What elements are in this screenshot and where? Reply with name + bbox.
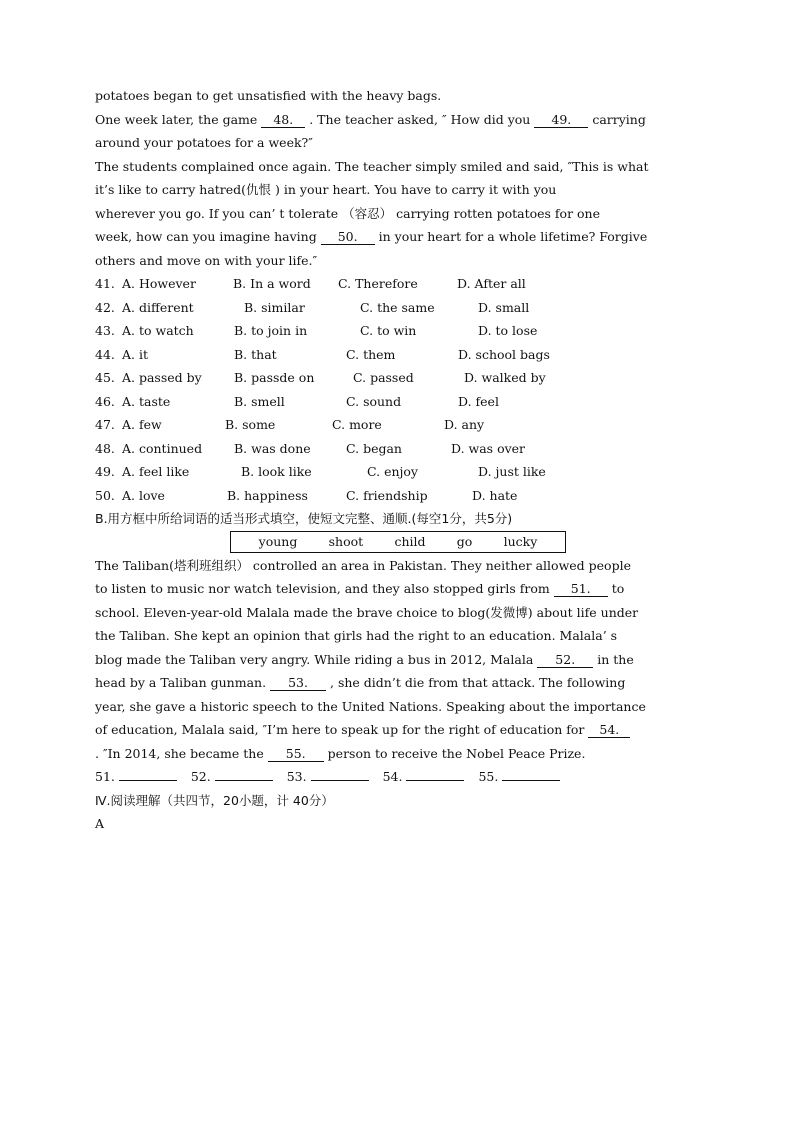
passage-line: year, she gave a historic speech to the United Nations. Speaking about the importance bbox=[95, 698, 646, 714]
passage-line: The Taliban(塔利班组织） controlled an area in Pakistan. They neither allowed people bbox=[95, 557, 631, 573]
answer-line bbox=[95, 765, 699, 789]
passage-text: carrying bbox=[588, 111, 646, 127]
passage-line: the Taliban. She kept an opinion that girls had the right to an education. Malala’ s bbox=[95, 628, 618, 643]
word-box bbox=[230, 531, 566, 553]
passage-line: school. Eleven-year-old Malala made the brave choice to blog(发微博) about life under bbox=[95, 604, 639, 620]
question-number: 45. bbox=[95, 370, 115, 385]
option-a: A. However bbox=[122, 276, 196, 291]
passage-line bbox=[95, 225, 699, 249]
blank-53: 53. bbox=[270, 675, 326, 691]
option-a: A. feel like bbox=[122, 464, 190, 479]
answer-label: 53. bbox=[286, 769, 307, 784]
word-box-item: child bbox=[394, 534, 426, 549]
word-box-item: shoot bbox=[328, 534, 364, 549]
option-c: C. began bbox=[346, 440, 402, 456]
blank-54: 54. bbox=[588, 722, 630, 738]
question-number: 42. bbox=[95, 299, 115, 315]
passage-line bbox=[95, 648, 699, 672]
option-b: B. that bbox=[234, 346, 277, 362]
passage-line bbox=[95, 718, 699, 742]
option-b: B. some bbox=[225, 417, 276, 432]
answer-label: 51. bbox=[95, 769, 115, 784]
passage-line bbox=[95, 742, 699, 766]
passage-text: in the bbox=[593, 651, 634, 667]
passage-text: blog made the Taliban very angry. While riding a bus in 2012, Malala bbox=[95, 651, 538, 667]
question-number: 41. bbox=[95, 276, 115, 291]
option-b: B. look like bbox=[241, 464, 312, 479]
part-a-label: A bbox=[95, 816, 105, 831]
exam-page bbox=[95, 84, 699, 836]
option-c: C. them bbox=[346, 346, 396, 362]
option-b: B. happiness bbox=[227, 487, 308, 503]
passage-text: to bbox=[607, 581, 625, 596]
option-row bbox=[95, 296, 699, 320]
blank-52: 52. bbox=[537, 652, 593, 668]
option-c: C. Therefore bbox=[338, 276, 418, 291]
option-a: A. continued bbox=[122, 440, 203, 456]
answer-blank-52[interactable] bbox=[215, 766, 273, 781]
option-c: C. enjoy bbox=[367, 464, 418, 479]
answer-label: 52. bbox=[190, 769, 211, 784]
option-d: D. After all bbox=[457, 276, 526, 291]
blank-48: 48. bbox=[261, 112, 305, 128]
option-d: D. small bbox=[478, 299, 530, 315]
option-a: A. it bbox=[122, 346, 148, 362]
answer-label: 54. bbox=[382, 769, 403, 784]
option-b: B. In a word bbox=[233, 276, 311, 291]
section-b-instruction: B.用方框中所给词语的适当形式填空，使短文完整、通顺.(每空1分，共5分) bbox=[95, 511, 513, 526]
blank-50: 50. bbox=[321, 229, 375, 245]
passage-line bbox=[95, 671, 699, 695]
passage-text: of education, Malala said, ″I’m here to speak up for the right of education for bbox=[95, 722, 589, 737]
passage-text: head by a Taliban gunman. bbox=[95, 675, 271, 690]
option-row bbox=[95, 319, 699, 343]
word-box-item: young bbox=[258, 534, 298, 549]
answer-label: 55. bbox=[478, 769, 499, 784]
option-d: D. to lose bbox=[478, 323, 538, 338]
options-list bbox=[95, 272, 699, 507]
passage-line: it’s like to carry hatred(仇恨 ) in your heart. You have to carry it with you bbox=[95, 182, 557, 197]
option-d: D. feel bbox=[458, 393, 499, 409]
option-row bbox=[95, 413, 699, 437]
passage-line: The students complained once again. The teacher simply smiled and said, ″This is what bbox=[95, 158, 649, 174]
option-a: A. passed by bbox=[122, 370, 202, 385]
passage-text: . ″In 2014, she became the bbox=[95, 745, 268, 761]
option-row bbox=[95, 484, 699, 508]
option-row bbox=[95, 366, 699, 390]
passage-text: . The teacher asked, ″ How did you bbox=[305, 111, 535, 127]
passage-text: week, how can you imagine having bbox=[95, 229, 321, 244]
option-a: A. love bbox=[122, 487, 165, 503]
option-a: A. different bbox=[122, 299, 194, 315]
passage-line: others and move on with your life.″ bbox=[95, 252, 318, 268]
answer-blank-51[interactable] bbox=[119, 766, 177, 781]
question-number: 47. bbox=[95, 417, 115, 432]
section-iv-heading: Ⅳ.阅读理解（共四节，20小题，计 40分） bbox=[95, 792, 334, 808]
passage-line: around your potatoes for a week?″ bbox=[95, 135, 313, 150]
option-a: A. to watch bbox=[122, 323, 194, 338]
option-d: D. just like bbox=[478, 464, 546, 479]
passage-line: potatoes began to get unsatisfied with the heavy bags. bbox=[95, 88, 442, 103]
answer-blank-55[interactable] bbox=[502, 766, 560, 781]
option-c: C. the same bbox=[360, 299, 435, 315]
option-c: C. sound bbox=[346, 393, 402, 409]
option-c: C. to win bbox=[360, 323, 417, 338]
word-box-item: go bbox=[456, 534, 473, 549]
option-row bbox=[95, 437, 699, 461]
passage-text: in your heart for a whole lifetime? Forgive bbox=[374, 229, 648, 244]
passage-line bbox=[95, 577, 699, 601]
passage-line bbox=[95, 108, 699, 132]
option-c: C. more bbox=[332, 417, 382, 432]
option-d: D. was over bbox=[451, 440, 526, 456]
option-d: D. any bbox=[444, 417, 485, 432]
passage-text: One week later, the game bbox=[95, 111, 262, 127]
passage-text: to listen to music nor watch television, and they also stopped girls from bbox=[95, 581, 554, 596]
question-number: 43. bbox=[95, 323, 115, 338]
question-number: 46. bbox=[95, 393, 115, 409]
question-number: 49. bbox=[95, 464, 115, 479]
blank-49: 49. bbox=[534, 112, 588, 128]
option-row bbox=[95, 343, 699, 367]
option-row bbox=[95, 460, 699, 484]
passage-line: wherever you go. If you can’ t tolerate （容忍） carrying rotten potatoes for one bbox=[95, 205, 600, 221]
option-d: D. school bags bbox=[458, 346, 550, 362]
answer-blank-53[interactable] bbox=[311, 766, 369, 781]
blank-55: 55. bbox=[268, 746, 324, 762]
question-number: 48. bbox=[95, 440, 115, 456]
option-row bbox=[95, 390, 699, 414]
question-number: 50. bbox=[95, 487, 115, 503]
option-c: C. friendship bbox=[346, 487, 428, 503]
option-b: B. was done bbox=[234, 440, 311, 456]
option-row bbox=[95, 272, 699, 296]
option-d: D. walked by bbox=[464, 370, 546, 385]
question-number: 44. bbox=[95, 346, 115, 362]
option-a: A. taste bbox=[122, 393, 171, 409]
option-b: B. passde on bbox=[234, 370, 315, 385]
passage-text: , she didn’t die from that attack. The following bbox=[326, 675, 626, 690]
blank-51: 51. bbox=[554, 581, 608, 597]
answer-blank-54[interactable] bbox=[406, 766, 464, 781]
option-b: B. similar bbox=[244, 299, 305, 315]
option-d: D. hate bbox=[472, 487, 518, 503]
option-b: B. to join in bbox=[234, 323, 308, 338]
passage-text: person to receive the Nobel Peace Prize. bbox=[323, 745, 586, 761]
option-b: B. smell bbox=[234, 393, 285, 409]
option-c: C. passed bbox=[353, 370, 414, 385]
option-a: A. few bbox=[122, 417, 162, 432]
word-box-item: lucky bbox=[503, 534, 538, 549]
